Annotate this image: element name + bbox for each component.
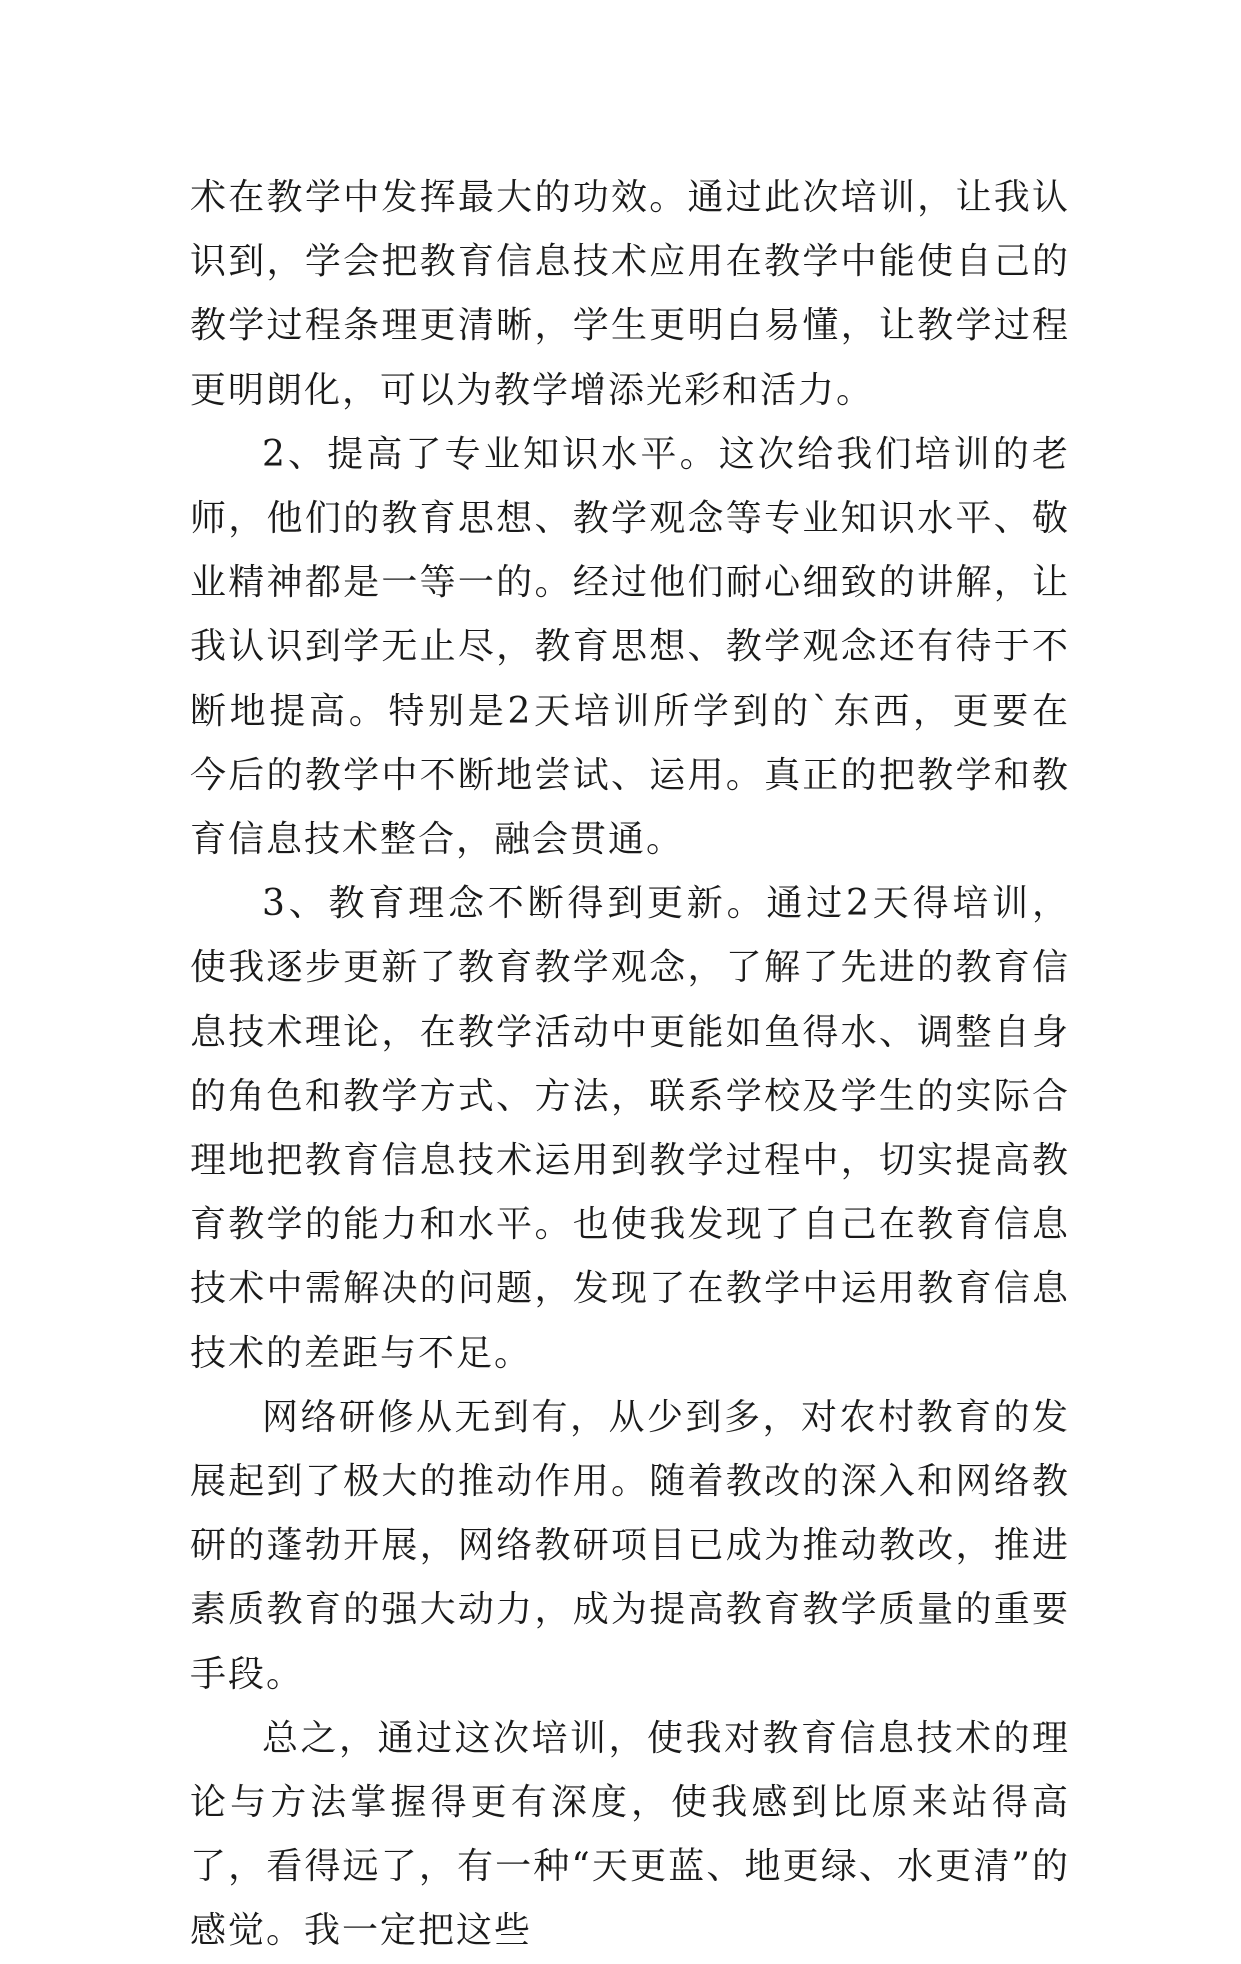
paragraph-continuation: 术在教学中发挥最大的功效。通过此次培训，让我认识到，学会把教育信息技术应用在教学中能使自己的教学过程条理更清晰，学生更明白易懂，让教学过程更明朗化，可以为教学增添光彩和活力。 [190, 177, 1070, 411]
paragraph-point-3: 3、教育理念不断得到更新。通过2天得培训，使我逐步更新了教育教学观念，了解了先进的教育信息技术理论，在教学活动中更能如鱼得水、调整自身的角色和教学方式、方法，联系学校及学生的实际合理地把教育信息技术运用到教学过程中，切实提高教育教学的能力和水平。也使我发现了自己在教育信息技术中需解决的问题，发现了在教学中运用教育信息技术的差距与不足。 [190, 883, 1070, 1374]
paragraph-point-2: 2、提高了专业知识水平。这次给我们培训的老师，他们的教育思想、教学观念等专业知识水平、敬业精神都是一等一的。经过他们耐心细致的讲解，让我认识到学无止尽，教育思想、教学观念还有待于不断地提高。特别是2天培训所学到的`东西，更要在今后的教学中不断地尝试、运用。真正的把教学和教育信息技术整合，融会贯通。 [190, 433, 1070, 861]
paragraph-conclusion: 总之，通过这次培训，使我对教育信息技术的理论与方法掌握得更有深度，使我感到比原来站得高了，看得远了，有一种“天更蓝、地更绿、水更清”的感觉。我一定把这些 [190, 1717, 1070, 1952]
paragraph-online-research: 网络研修从无到有，从少到多，对农村教育的发展起到了极大的推动作用。随着教改的深入和网络教研的蓬勃开展，网络教研项目已成为推动教改，推进素质教育的强大动力，成为提高教育教学质量的重要手段。 [190, 1396, 1070, 1695]
document-body [190, 166, 1070, 1964]
